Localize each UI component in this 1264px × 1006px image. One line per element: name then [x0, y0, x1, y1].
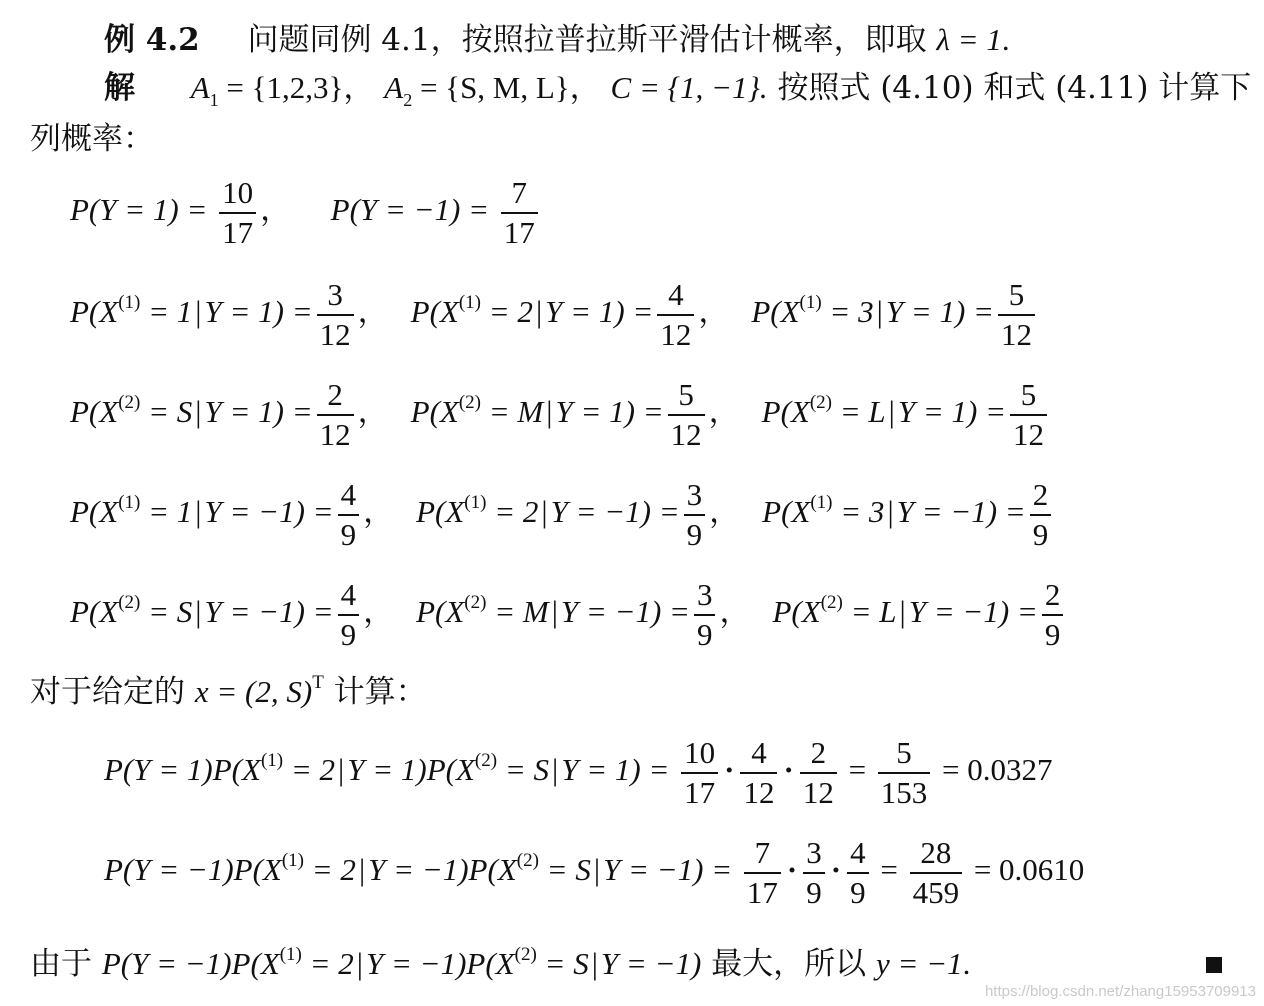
- probability-fraction: $\frac{4}{9}$: [338, 478, 360, 552]
- conditional-row: [70, 278, 1039, 352]
- prior-p1-fraction: $\frac{10}{17}$: [219, 176, 256, 250]
- instruction-text: 按照式 (4.10) 和式 (4.11) 计算下: [777, 70, 1252, 106]
- probability-fraction: $\frac{4}{9}$: [338, 578, 360, 652]
- probability-fraction: $\frac{2}{9}$: [1042, 578, 1064, 652]
- set-c: C = {1, −1}.: [610, 70, 768, 105]
- calculation-negative: $P(Y = -1)P(X^{(1)} = 2|Y = -1)P(X^{(2)} = S|Y = -1)$ = $\frac{7}{17}$ · $\frac{3}{9}$ · $\frac{4}{9}$ = $\frac{28}{459}$ = 0.0610: [104, 835, 1085, 911]
- solution-label: 解: [104, 70, 135, 106]
- example-line: 例 4.2 问题同例 4.1，按照拉普拉斯平滑估计概率，即取 λ = 1.: [104, 22, 1010, 58]
- set-a1: $A_1 = \{1,2,3\}$，: [190, 70, 375, 110]
- solution-line: [104, 70, 1252, 110]
- end-of-proof-mark: [1206, 957, 1222, 973]
- calculation-positive: $P(Y = 1)P(X^{(1)} = 2|Y = 1)P(X^{(2)} = S|Y = 1)$ = $\frac{10}{17}$ · $\frac{4}{12}$ · $\frac{2}{12}$ = $\frac{5}{153}$ = 0.0327: [104, 735, 1053, 811]
- conditional-probability: $P(X^{(1)} = 2|Y = -1)$ = $\frac{3}{9}$ ，: [416, 477, 741, 553]
- example-label: 例 4.2: [104, 22, 200, 58]
- prior-probabilities: P(Y = 1) = $\frac{10}{17}$ ， P(Y = −1) = $\frac{7}{17}$: [70, 176, 542, 250]
- conditional-row: [70, 578, 1067, 652]
- probability-fraction: $\frac{5}{12}$: [1010, 378, 1047, 452]
- given-line: 对于给定的 x = (2, S)$^T$ 计算：: [30, 672, 427, 710]
- calc2-result-fraction: $\frac{28}{459}$: [910, 836, 963, 910]
- calc1-result-fraction: $\frac{5}{153}$: [878, 736, 931, 810]
- prior-p1: P(Y = 1) =: [70, 192, 208, 228]
- conditional-probability: $P(X^{(1)} = 3|Y = -1)$ = $\frac{2}{9}$: [762, 494, 1055, 529]
- probability-fraction: $\frac{3}{9}$: [684, 478, 706, 552]
- set-a2: $A_2 = \{S$, M, L}，: [384, 70, 601, 110]
- calc2-fraction-2: $\frac{3}{9}$: [803, 836, 825, 910]
- calc2-fraction-1: $\frac{7}{17}$: [744, 836, 781, 910]
- lambda-equation: λ = 1: [936, 22, 1002, 57]
- given-vector: x = (2, S)$^T$: [194, 672, 324, 709]
- probability-fraction: $\frac{5}{12}$: [998, 278, 1035, 352]
- conditional-row: [70, 478, 1055, 552]
- conditional-probability: $P(X^{(2)} = S|Y = 1)$ = $\frac{2}{12}$ ，: [70, 377, 389, 453]
- conditional-probability: $P(X^{(2)} = M|Y = 1)$ = $\frac{5}{12}$ ，: [410, 377, 740, 453]
- conditional-probability: $P(X^{(2)} = M|Y = -1)$ = $\frac{3}{9}$ ，: [416, 577, 751, 653]
- calc2-fraction-3: $\frac{4}{9}$: [847, 836, 869, 910]
- probability-fraction: $\frac{2}{9}$: [1030, 478, 1052, 552]
- conclusion-answer: y = −1: [876, 946, 963, 981]
- instruction-continuation: 列概率：: [30, 121, 154, 157]
- conditional-probability: $P(X^{(2)} = S|Y = -1)$ = $\frac{4}{9}$ ，: [70, 577, 395, 653]
- calc1-fraction-2: $\frac{4}{12}$: [740, 736, 777, 810]
- example-statement: 问题同例 4.1，按照拉普拉斯平滑估计概率，即取: [247, 22, 927, 58]
- prior-p2: P(Y = −1) =: [330, 192, 490, 228]
- conditional-probability: $P(X^{(1)} = 1|Y = -1)$ = $\frac{4}{9}$ ，: [70, 477, 395, 553]
- prior-p2-fraction: $\frac{7}{17}$: [501, 176, 538, 250]
- conditional-probability: $P(X^{(2)} = L|Y = -1)$ = $\frac{2}{9}$: [772, 594, 1067, 629]
- probability-fraction: $\frac{5}{12}$: [668, 378, 705, 452]
- calc2-result: = 0.0610: [973, 852, 1085, 888]
- calc1-result: = 0.0327: [942, 752, 1053, 788]
- probability-fraction: $\frac{3}{9}$: [694, 578, 716, 652]
- conditional-probability: $P(X^{(2)} = L|Y = 1)$ = $\frac{5}{12}$: [762, 394, 1051, 429]
- calc1-fraction-3: $\frac{2}{12}$: [800, 736, 837, 810]
- conditional-probability: $P(X^{(1)} = 1|Y = 1)$ = $\frac{3}{12}$ ，: [70, 277, 389, 353]
- conditional-probability: $P(X^{(1)} = 3|Y = 1)$ = $\frac{5}{12}$: [751, 294, 1039, 329]
- calc1-fraction-1: $\frac{10}{17}$: [681, 736, 718, 810]
- watermark: https://blog.csdn.net/zhang15953709913: [984, 983, 1256, 1000]
- probability-fraction: $\frac{4}{12}$: [657, 278, 694, 352]
- conclusion-line: 由于 $P(Y = -1)P(X^{(1)} = 2|Y = -1)P(X^{(2)} = S|Y = -1)$ 最大，所以 y = −1.: [30, 944, 971, 982]
- conditional-probability: $P(X^{(1)} = 2|Y = 1)$ = $\frac{4}{12}$ ，: [410, 277, 730, 353]
- conditional-row: [70, 378, 1051, 452]
- probability-fraction: $\frac{3}{12}$: [317, 278, 354, 352]
- probability-fraction: $\frac{2}{12}$: [317, 378, 354, 452]
